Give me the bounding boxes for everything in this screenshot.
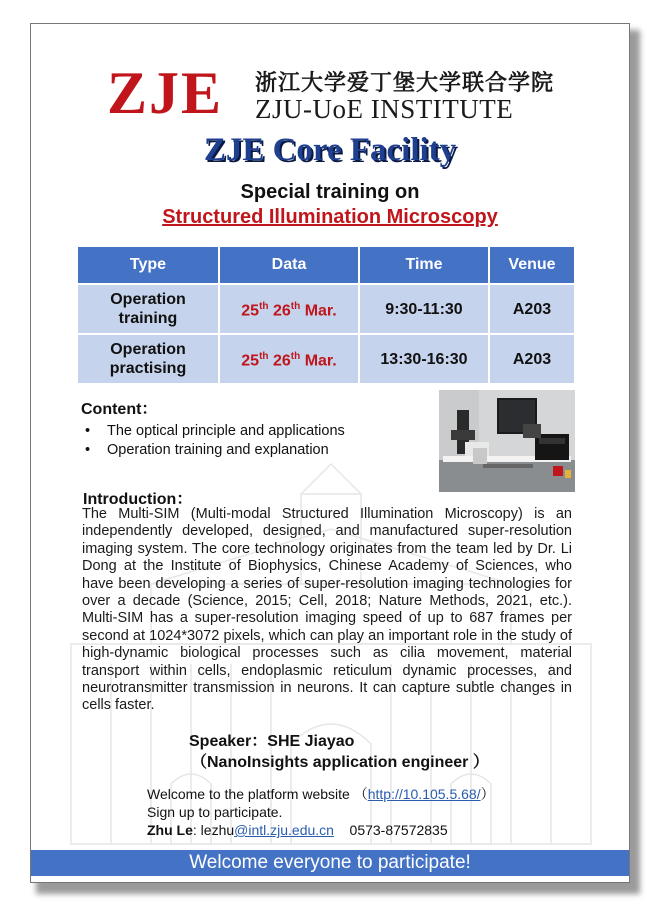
header-data: Data bbox=[219, 246, 359, 284]
type-line2: training bbox=[118, 310, 178, 327]
table-row bbox=[77, 334, 575, 384]
row-type-cell bbox=[77, 334, 219, 384]
list-item-text: The optical principle and applications bbox=[107, 423, 345, 439]
contact-line bbox=[147, 822, 448, 838]
header-time: Time bbox=[359, 246, 489, 284]
list-item bbox=[81, 441, 345, 460]
platform-link[interactable]: http://10.105.5.68/ bbox=[367, 786, 481, 802]
welcome-prefix: Welcome to the platform website （ bbox=[147, 786, 368, 802]
list-item-text: Operation training and explanation bbox=[107, 442, 329, 458]
zje-logo bbox=[107, 60, 577, 126]
row-date-cell bbox=[219, 284, 359, 334]
email-user: lezhu bbox=[200, 822, 235, 838]
type-line1: Operation bbox=[110, 341, 186, 358]
day2: 26 bbox=[272, 352, 291, 370]
row-venue-cell: A203 bbox=[489, 334, 575, 384]
logo-name-en: ZJU-UoE INSTITUTE bbox=[255, 94, 514, 124]
month: Mar. bbox=[304, 302, 337, 320]
table-header-row bbox=[77, 246, 575, 284]
speaker-role: （NanoInsights application engineer ） bbox=[191, 754, 489, 771]
day1-suffix: th bbox=[259, 351, 269, 363]
day2-suffix: th bbox=[290, 301, 301, 313]
day2-suffix: th bbox=[290, 351, 301, 363]
content-heading: Content： bbox=[81, 401, 158, 418]
row-time-cell: 13:30-16:30 bbox=[359, 334, 489, 384]
microscope-photo bbox=[439, 390, 575, 492]
email-link[interactable]: @intl.zju.edu.cn bbox=[234, 822, 334, 838]
introduction-heading: Introduction： bbox=[83, 491, 193, 508]
welcome-suffix: ） bbox=[480, 786, 495, 802]
day1: 25 bbox=[241, 302, 260, 320]
row-time-cell: 9:30-11:30 bbox=[359, 284, 489, 334]
speaker-name: Speaker：SHE Jiayao bbox=[189, 733, 355, 750]
schedule-table bbox=[76, 245, 576, 385]
footer-banner: Welcome everyone to participate! bbox=[31, 850, 629, 876]
phone-number: 0573-87572835 bbox=[349, 822, 448, 838]
row-type-cell bbox=[77, 284, 219, 334]
type-line1: Operation bbox=[110, 291, 186, 308]
signup-text: Sign up to participate. bbox=[147, 804, 283, 820]
header-type: Type bbox=[77, 246, 219, 284]
bullet-icon: • bbox=[85, 423, 91, 439]
list-item bbox=[81, 422, 345, 441]
day1: 25 bbox=[241, 352, 260, 370]
row-date-cell bbox=[219, 334, 359, 384]
welcome-line bbox=[147, 786, 495, 803]
introduction-text: The Multi-SIM (Multi-modal Structured Illumination Microscopy) is an independently developed, designed, and manufactured super-resolution imaging system. The core technology originates from the team led by Dr. Li Dong at the Institute of Biophysics, Chinese Academy of Sciences, who have been developing a series of super-resolution imaging technologies for over a decade (Science, 2015; Cell, 2018; Nature Methods, 2021, etc.). Multi-SIM has a super-resolution imaging speed of up to 687 frames per second at 1024*3072 pixels, which can play an important role in the study of high-dynamic biological processes such as cilia movement, material transport within cells, endoplasmic reticulum dynamic processes, and neurotransmitter transmission in neurons. It can capture subtle changes in cells faster. bbox=[82, 506, 572, 714]
content-list bbox=[81, 422, 345, 460]
poster bbox=[30, 23, 630, 883]
month: Mar. bbox=[304, 352, 337, 370]
table-row bbox=[77, 284, 575, 334]
row-venue-cell: A203 bbox=[489, 284, 575, 334]
header-venue: Venue bbox=[489, 246, 575, 284]
poster-title: ZJE Core Facility bbox=[203, 132, 457, 168]
subtitle-line1: Special training on bbox=[240, 181, 420, 203]
contact-separator: : bbox=[192, 822, 201, 838]
type-line2: practising bbox=[109, 360, 187, 377]
logo-abbr: ZJE bbox=[107, 60, 224, 126]
logo-name-cn: 浙江大学爱丁堡大学联合学院 bbox=[255, 70, 555, 96]
day2: 26 bbox=[272, 302, 291, 320]
bullet-icon: • bbox=[85, 442, 91, 458]
subtitle-line2: Structured Illumination Microscopy bbox=[162, 206, 498, 228]
day1-suffix: th bbox=[259, 301, 269, 313]
contact-name: Zhu Le bbox=[147, 822, 193, 838]
